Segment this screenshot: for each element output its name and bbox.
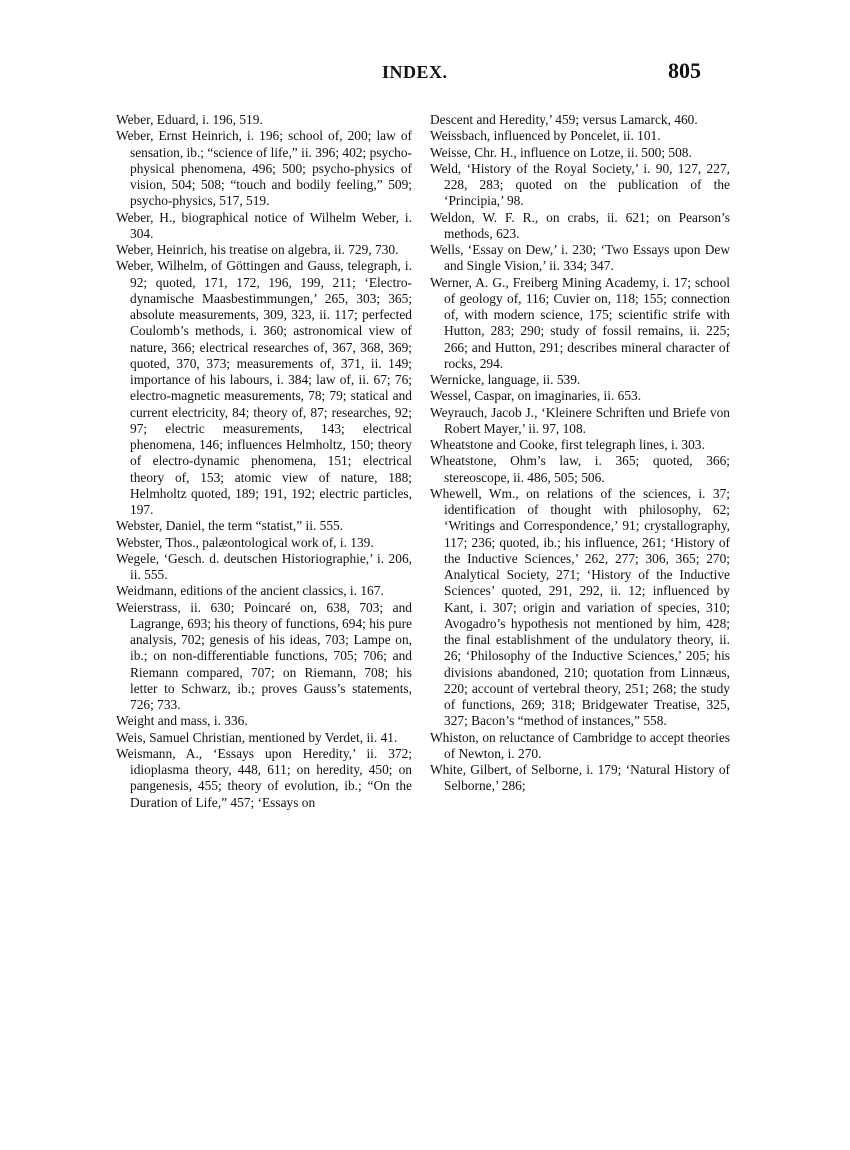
index-entry: Whiston, on reluctance of Cambridge to accept theories of Newton, i. 270. [430,729,730,761]
index-entry: Weldon, W. F. R., on crabs, ii. 621; on Pearson’s methods, 623. [430,209,730,241]
index-entry: Weismann, A., ‘Essays upon Heredity,’ ii. 372; idioplasma theory, 448, 611; on heredity, 450; on pangenesis, 455; theory of evolution, ib.; “On the Duration of Life,” 457; ‘Essays on [116,745,412,810]
index-entry: Weber, Wilhelm, of Göttingen and Gauss, telegraph, i. 92; quoted, 171, 172, 196, 199, 211; ‘Electro-dynamische Maasbestimmungen,’ 265, 303; 365; absolute measurements, 309, 323, ii. 117; perfected Coulomb’s methods, i. 360; astronomical view of nature, 366; electrical researches of, 367, 368, 369; quoted, 370, 373; measurements of, 371, ii. 149; importance of his labours, i. 384; law of, ii. 67; 76; electro-magnetic measurements, 78; 79; statical and current electricity, 84; theory of, 87; researches, 92; 97; electric measurements, 143; electrical phenomena, 146; influences Helmholtz, 150; theory of electro-dynamic phenomena, 151; electrical theory of, 153; atomic view of nature, 188; Helmholtz quoted, 189; 191, 192; electric particles, 197. [116,258,412,517]
index-entry: Weierstrass, ii. 630; Poincaré on, 638, 703; and Lagrange, 693; his theory of functions, 694; his pure analysis, 702; genesis of his ideas, 703; Lampe on, ib.; on non-differentiable functions, 705; 706; and Riemann compared, 707; on Riemann, 708; his letter to Schwarz, ib.; proves Gauss’s statements, 726; 733. [116,599,412,712]
index-entry: Wheatstone and Cooke, first telegraph lines, i. 303. [430,437,705,452]
index-entry: Weis, Samuel Christian, mentioned by Verdet, ii. 41. [116,729,398,745]
index-entry: Werner, A. G., Freiberg Mining Academy, i. 17; school of geology of, 116; Cuvier on, 118; 155; connection of, with modern science, 175; scientific strife with Hutton, 283; 290; study of fossil remains, ii. 225; 266; and Hutton, 291; describes mineral character of rocks, 294. [430,274,730,371]
index-entry: Weidmann, editions of the ancient classics, i. 167. [116,583,384,599]
index-entry: Weber, H., biographical notice of Wilhelm Weber, i. 304. [116,209,412,241]
index-entry: Weld, ‘History of the Royal Society,’ i. 90, 127, 227, 228, 283; quoted on the publication of the ‘Principia,’ 98. [430,160,730,209]
index-entry: Wegele, ‘Gesch. d. deutschen Historiographie,’ i. 206, ii. 555. [116,550,412,582]
index-entry: Wernicke, language, ii. 539. [430,372,581,387]
index-entry: Webster, Thos., palæontological work of, i. 139. [116,534,374,550]
index-entry: Weber, Ernst Heinrich, i. 196; school of, 200; law of sensation, ib.; “science of life,” ii. 396; 402; psycho-physical phenomena, 496; 500; psycho-physics of vision, 504; 508; “touch and bodily feeling,” 509; psycho-physics, 517, 519. [116,128,412,209]
index-entry: Webster, Daniel, the term “statist,” ii. 555. [116,518,344,534]
index-entry: Weber, Heinrich, his treatise on algebra, ii. 729, 730. [116,242,399,257]
page-number: 805 [668,58,701,83]
page-header [0,58,850,90]
index-entry: Weissbach, influenced by Poncelet, ii. 101. [430,128,661,144]
index-column-left [116,112,412,811]
index-entry: Weber, Eduard, i. 196, 519. [116,112,263,127]
index-column-right [430,112,730,795]
index-entry: Wells, ‘Essay on Dew,’ i. 230; ‘Two Essays upon Dew and Single Vision,’ ii. 334; 347. [430,242,730,274]
index-entry: Descent and Heredity,’ 459; versus Lamarck, 460. [430,112,698,127]
running-title: INDEX. [382,62,448,82]
index-entry: Wessel, Caspar, on imaginaries, ii. 653. [430,388,642,404]
index-entry: Weight and mass, i. 336. [116,713,248,729]
index-entry: Weisse, Chr. H., influence on Lotze, ii. 500; 508. [430,144,692,160]
index-entry: Weyrauch, Jacob J., ‘Kleinere Schriften und Briefe von Robert Mayer,’ ii. 97, 108. [430,404,730,436]
index-entry: Whewell, Wm., on relations of the sciences, i. 37; identification of thought with philosophy, 62; ‘Writings and Correspondence,’ 91; crystallography, 117; 236; quoted, ib.; his influence, 261; ‘History of the Inductive Sciences,’ 262, 277; 306, 365; 270; Analytical Society, 271; ‘History of the Inductive Sciences’ quoted, 291, 292, ii. 12; influenced by Kant, i. 307; origin and variation of species, 310; Avogadro’s hypothesis not mentioned by him, 428; the final establishment of the undulatory theory, ii. 26; ‘Philosophy of the Inductive Sciences,’ 205; his divisions abandoned, 210; quotation from Linnæus, 220; account of vertebral theory, 251; 268; the study of functions, 269; 318; Bridgewater Treatise, 325, 327; Bacon’s “method of instances,” 558. [430,485,730,729]
index-entry: White, Gilbert, of Selborne, i. 179; ‘Natural History of Selborne,’ 286; [430,762,730,794]
index-entry: Wheatstone, Ohm’s law, i. 365; quoted, 366; stereoscope, ii. 486, 505; 506. [430,453,730,485]
